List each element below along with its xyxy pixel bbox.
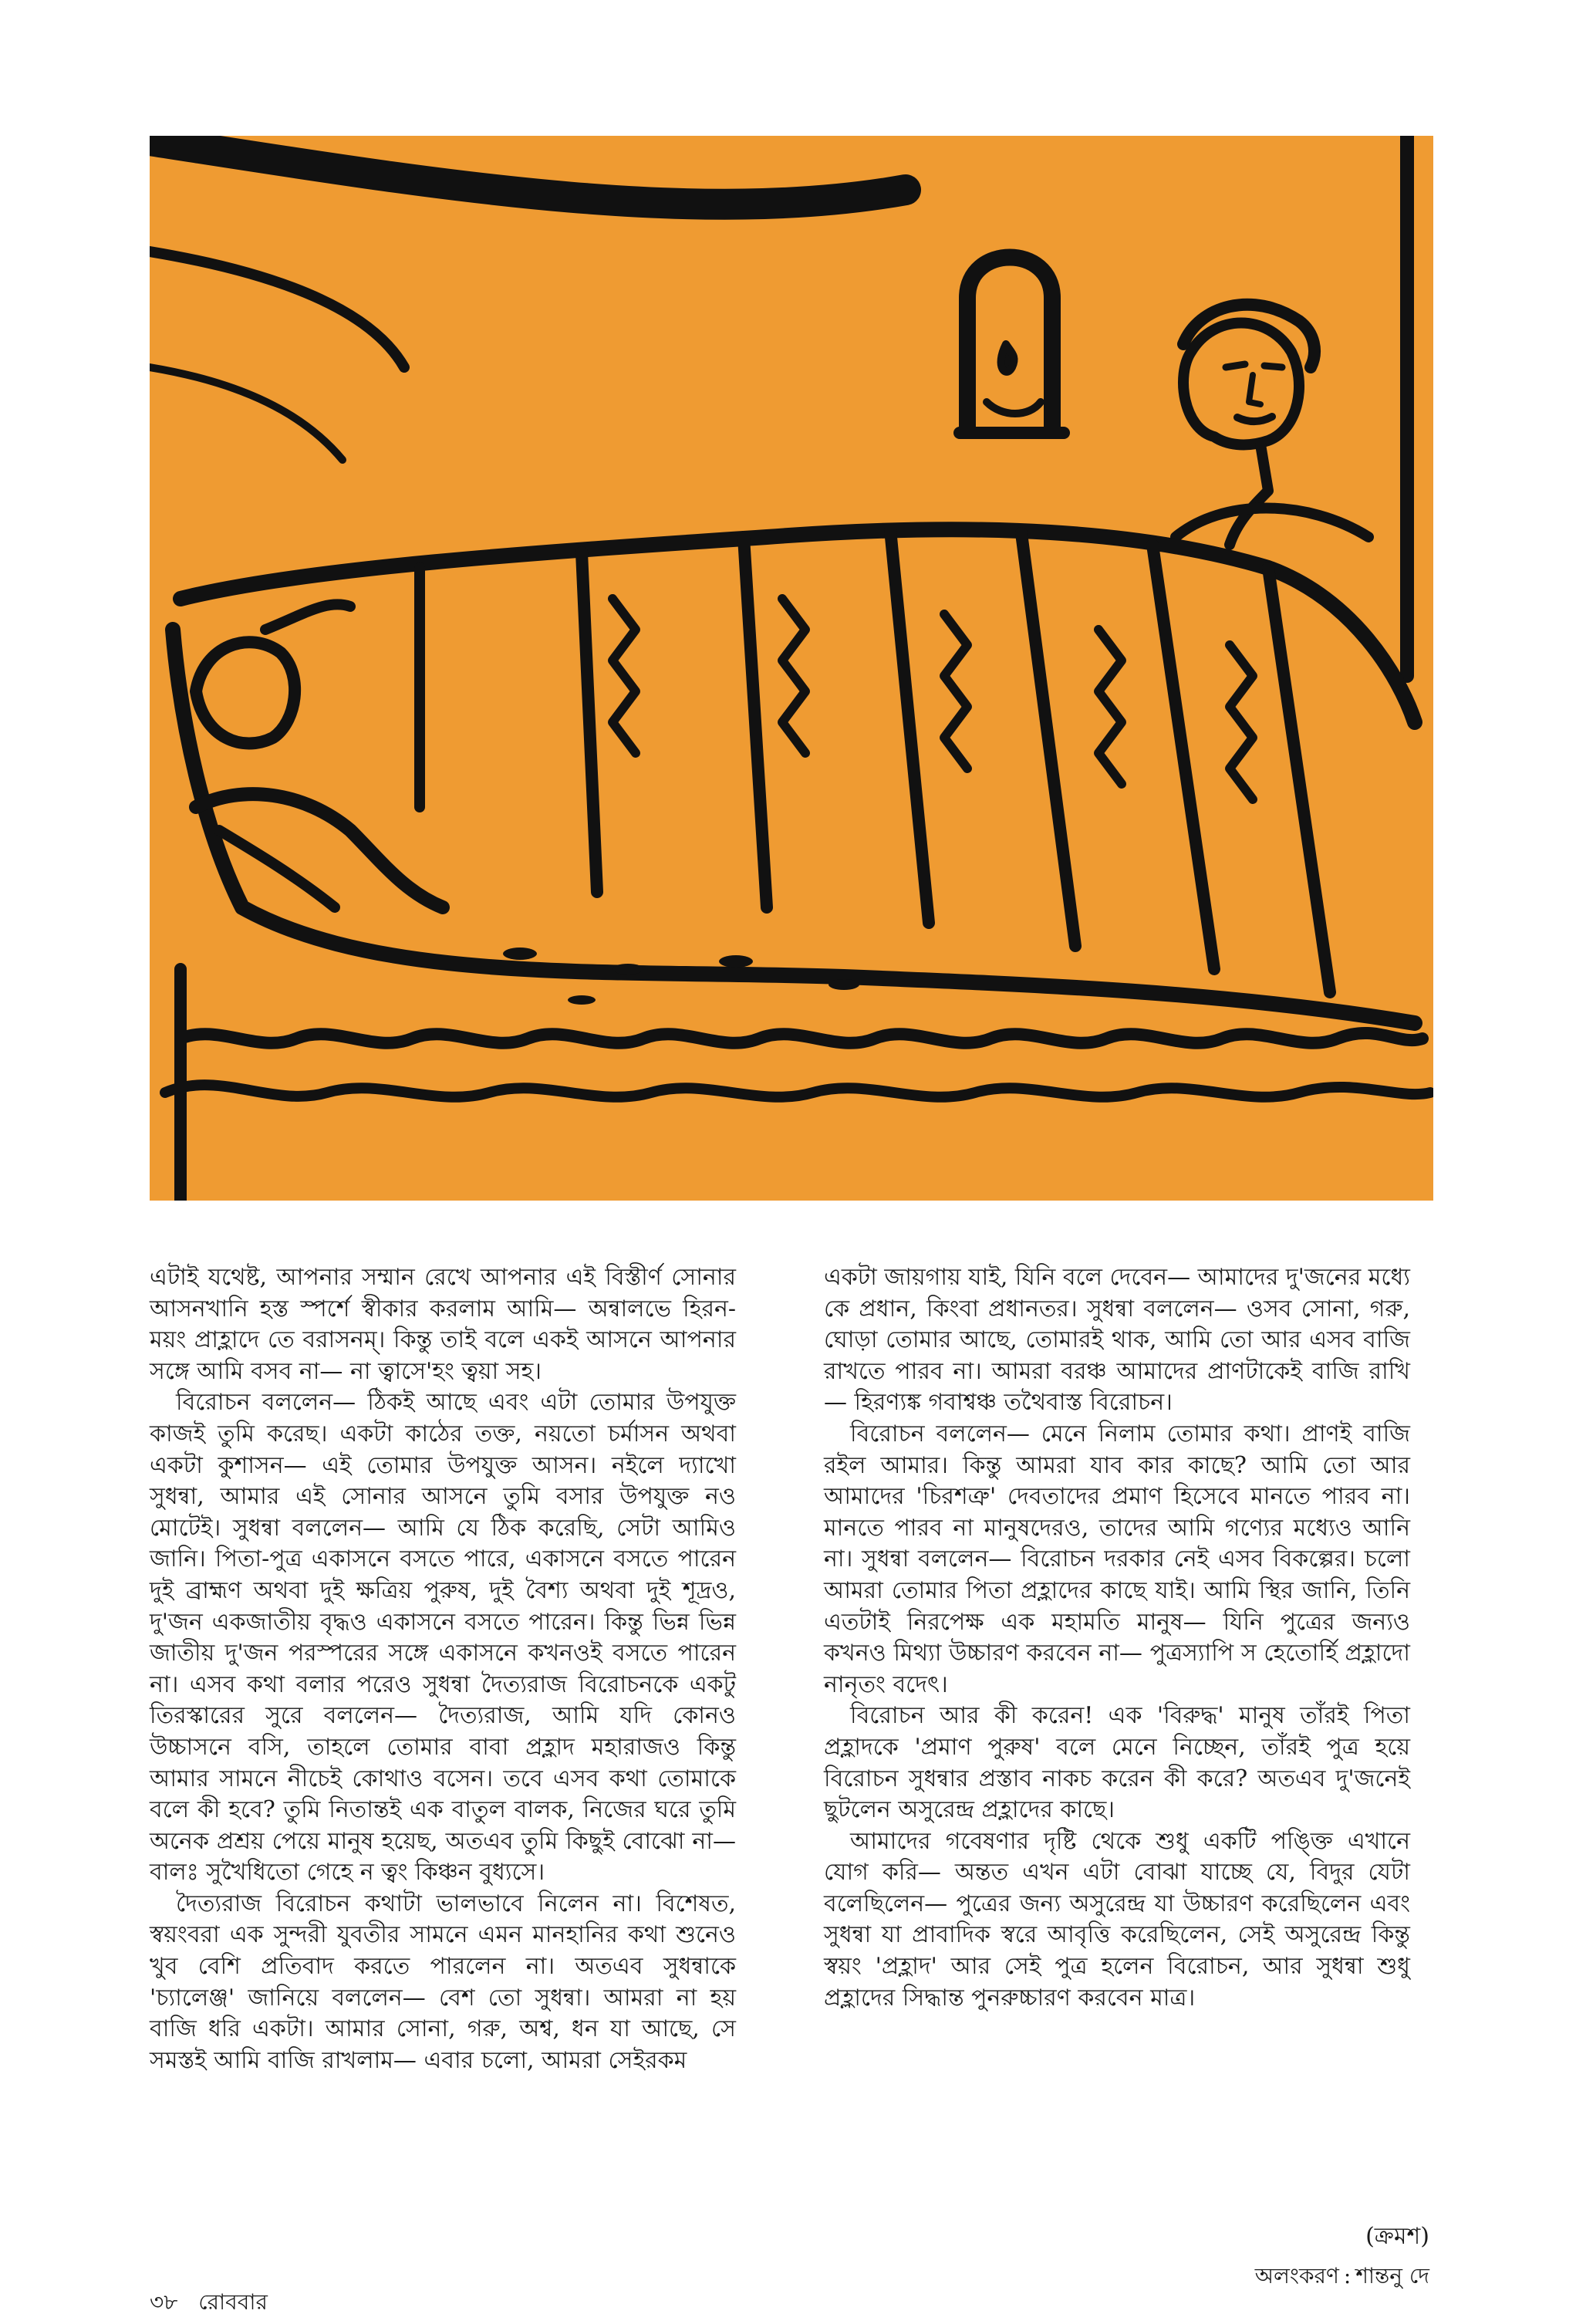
- paragraph: বিরোচন আর কী করেন! এক 'বিরুদ্ধ' মানুষ তাঁরই পিতা প্রহ্লাদকে 'প্রমাণ পুরুষ' বলে মেনে নিচ্ছেন, তাঁরই পুত্র হয়ে বিরোচন সুধন্বার প্রস্তাব নাকচ করেন কী করে? অতএব দু'জনেই ছুটলেন অসুরেন্দ্র প্রহ্লাদের কাছে।: [824, 1702, 1410, 1824]
- paragraph: বিরোচন বললেন— ঠিকই আছে এবং এটা তোমার উপযুক্ত কাজই তুমি করেছ। একটা কাঠের তক্ত, নয়তো চর্মাসন অথবা একটা কুশাসন— এই তোমার উপযুক্ত আসন। নইলে দ্যাখো সুধন্বা, আমার এই সোনার আসনে তুমি বসার উপযুক্ত নও মোটেই। সুধন্বা বললেন— আমি যে ঠিক করেছি, সেটা আমিও জানি। পিতা-পুত্র একাসনে বসতে পারে, একাসনে বসতে পারেন দুই ব্রাহ্মণ অথবা দুই ক্ষত্রিয় পুরুষ, দুই বৈশ্য অথবা দুই শূদ্রও, দু'জন একজাতীয় বৃদ্ধও একাসনে বসতে পারেন। কিন্তু ভিন্ন ভিন্ন জাতীয় দু'জন পরস্পরের সঙ্গে একাসনে কখনওই বসতে পারেন না। এসব কথা বলার পরেও সুধন্বা দৈত্যরাজ বিরোচনকে একটু তিরস্কারের সুরে বললেন— দৈত্যরাজ, আমি যদি কোনও উচ্চাসনে বসি, তাহলে তোমার বাবা প্রহ্লাদ মহারাজও কিন্তু আমার সামনে নীচেই কোথাও বসেন। তবে এসব কথা তোমাকে বলে কী হবে? তুমি নিতান্তই এক বাতুল বালক, নিজের ঘরে তুমি অনেক প্রশ্রয় পেয়ে মানুষ হয়েছ, অতএব তুমি কিছুই বোঝো না— বালঃ সুখৈধিতো গেহে ন ত্বং কিঞ্চন বুধ্যসে।: [150, 1389, 736, 1887]
- article-column-right: [824, 1262, 1410, 2014]
- article-column-left: [150, 1262, 736, 2076]
- illustration-art: [150, 136, 1433, 1201]
- paragraph: দৈত্যরাজ বিরোচন কথাটা ভালভাবে নিলেন না। বিশেষত, স্বয়ংবরা এক সুন্দরী যুবতীর সামনে এমন মানহানির কথা শুনেও খুব বেশি প্রতিবাদ করতে পারলেন না। অতএব সুধন্বাকে 'চ্যালেঞ্জ' জানিয়ে বললেন— বেশ তো সুধন্বা। আমরা না হয় বাজি ধরি একটা। আমার সোনা, গরু, অশ্ব, ধন যা আছে, সে সমস্তই আমি বাজি রাখলাম— এবার চলো, আমরা সেইরকম: [150, 1890, 736, 2074]
- page-number: ৩৮: [150, 2289, 178, 2315]
- page-footer: [150, 2285, 268, 2322]
- publication-name: রোববার: [198, 2289, 268, 2315]
- paragraph: বিরোচন বললেন— মেনে নিলাম তোমার কথা। প্রাণই বাজি রইল আমার। কিন্তু আমরা যাব কার কাছে? আমি তো আর আমাদের 'চিরশত্রু' দেবতাদের প্রমাণ হিসেবে মানতে পারব না। মানতে পারব না মানুষদেরও, তাদের আমি গণ্যের মধ্যেও আনি না। সুধন্বা বললেন— বিরোচন দরকার নেই এসব বিকল্পের। চলো আমরা তোমার পিতা প্রহ্লাদের কাছে যাই। আমি স্থির জানি, তিনি এতটাই নিরপেক্ষ এক মহামতি মানুষ— যিনি পুত্রের জন্যও কখনও মিথ্যা উচ্চারণ করবেন না— পুত্রস্যাপি স হেতোর্হি প্রহ্লাদো নানৃতং বদেৎ।: [824, 1420, 1410, 1698]
- credit-name: শান্তনু দে: [1355, 2263, 1429, 2289]
- credit-label: অলংকরণ: [1254, 2263, 1339, 2289]
- credit-separator: :: [1343, 2263, 1352, 2289]
- illustration-credit: [1255, 2259, 1429, 2295]
- paragraph: আমাদের গবেষণার দৃষ্টি থেকে শুধু একটি পঙ্ক্তি এখানে যোগ করি— অন্তত এখন এটা বোঝা যাচ্ছে যে, বিদুর যেটা বলেছিলেন— পুত্রের জন্য অসুরেন্দ্র যা উচ্চারণ করেছিলেন এবং সুধন্বা যা প্রাবাদিক স্বরে আবৃত্তি করেছিলেন, সেই অসুরেন্দ্র কিন্তু স্বয়ং 'প্রহ্লাদ' আর সেই পুত্র হলেন বিরোচন, আর সুধন্বা শুধু প্রহ্লাদের সিদ্ধান্ত পুনরুচ্চারণ করবেন মাত্র।: [824, 1827, 1410, 2012]
- paragraph: এটাই যথেষ্ট, আপনার সম্মান রেখে আপনার এই বিস্তীর্ণ সোনার আসনখানি হস্ত স্পর্শে স্বীকার করলাম আমি— অন্বালভে হিরন-ময়ং প্রাহ্লাদে তে বরাসনম্। কিন্তু তাই বলে একই আসনে আপনার সঙ্গে আমি বসব না— না ত্বাসে'হং ত্বয়া সহ।: [150, 1264, 736, 1385]
- continued-label: (ক্রমশ): [1365, 2223, 1429, 2250]
- paragraph: একটা জায়গায় যাই, যিনি বলে দেবেন— আমাদের দু'জনের মধ্যে কে প্রধান, কিংবা প্রধানতর। সুধন্বা বললেন— ওসব সোনা, গরু, ঘোড়া তোমার আছে, তোমারই থাক, আমি তো আর এসব বাজি রাখতে পারব না। আমরা বরঞ্চ আমাদের প্রাণটাকেই বাজি রাখি— হিরণ্যঙ্ক গবাশ্বঞ্চ তথৈবাস্ত বিরোচন।: [824, 1264, 1410, 1417]
- illustration: [150, 136, 1433, 1201]
